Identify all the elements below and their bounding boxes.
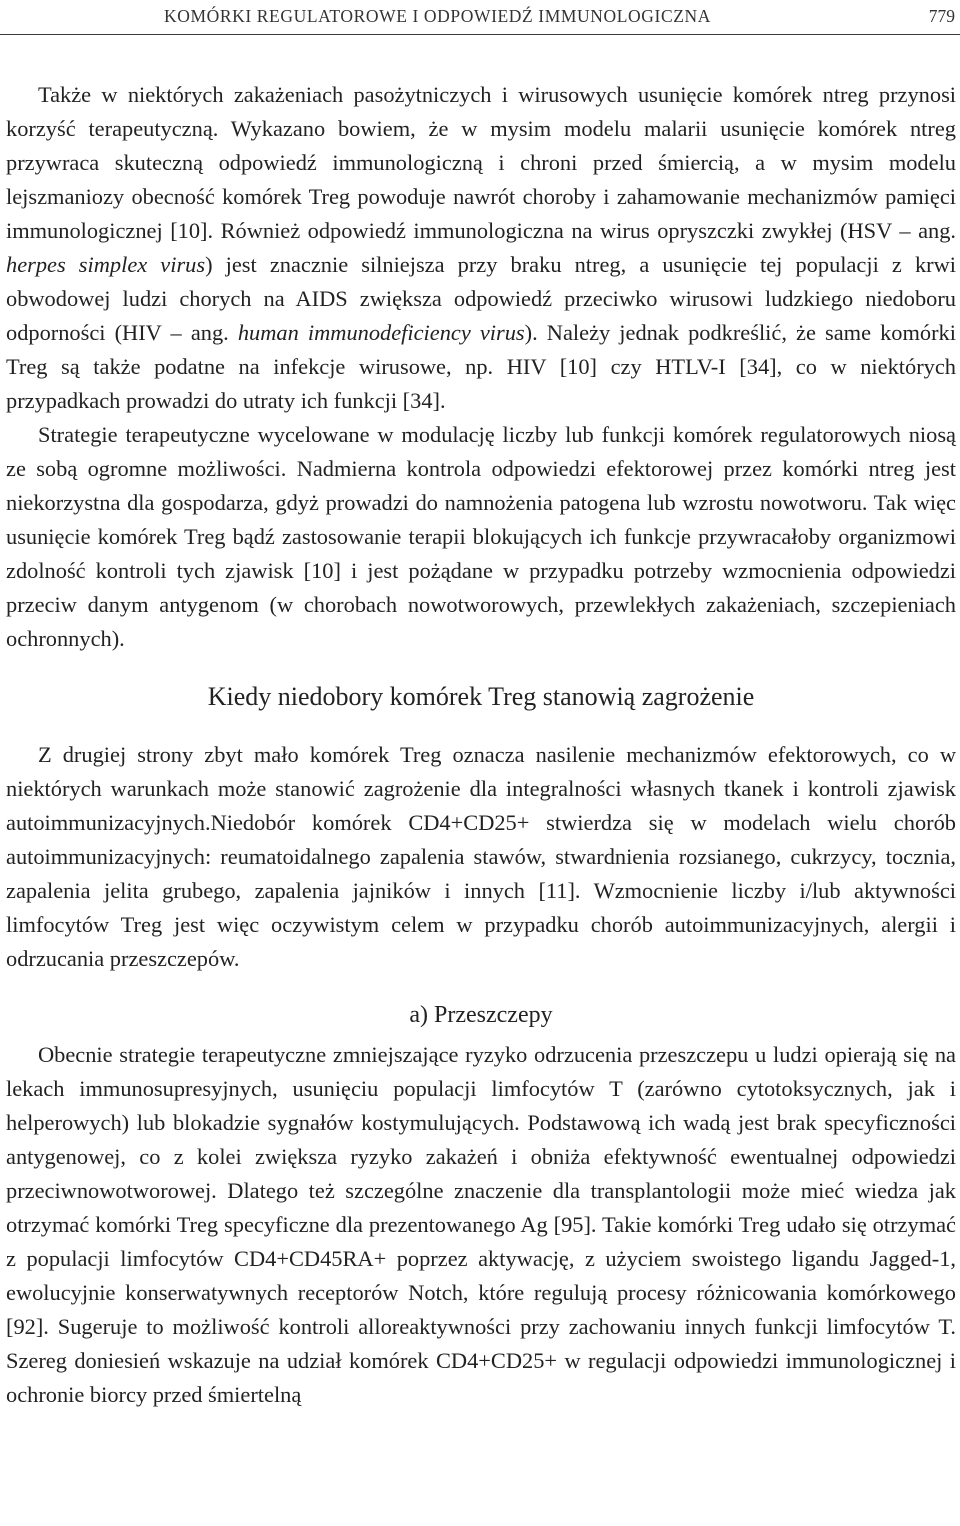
running-header: [0, 0, 960, 35]
paragraph-treg-deficiency: Z drugiej strony zbyt mało komórek Treg oznacza nasilenie mechanizmów efektorowych, co w niektórych warunkach może stanowić zagrożenie dla integralności własnych tkanek i kontroli zjawisk autoimmunizacyjnych.Niedobór komórek CD4+CD25+ stwierdza się w modelach wielu chorób autoimmunizacyjnych: reumatoidalnego zapalenia stawów, stwardnienia rozsianego, cukrzycy, tocznia, zapalenia jelita grubego, zapalenia jajników i innych [11]. Wzmocnienie liczby i/lub aktywności limfocytów Treg jest więc oczywistym celem w przypadku chorób autoimmunizacyjnych, alergii i odrzucania przeszczepów.: [6, 742, 956, 971]
paragraph-text: ). Należy jednak podkreślić, że same komórki Treg są także podatne na infekcje wirusowe, np. HIV [10] czy HTLV-I [34], co w niektórych przypadkach prowadzi do utraty ich funkcji [34].: [6, 320, 956, 413]
italic-term-hiv: human immunodeficiency virus: [237, 320, 525, 345]
italic-term-herpes: herpes simplex virus: [6, 252, 206, 277]
paragraph-text: ) jest znacznie silniejsza przy braku ntreg, a usunięcie tej populacji z krwi obwodowej ludzi chorych na AIDS zwiększa odpowiedź przeciwko wirusowi ludzkiego niedoboru odporności (HIV – ang.: [6, 252, 956, 345]
page-number: 779: [928, 6, 955, 26]
article-body: [6, 78, 956, 1412]
paragraph-therapeutic-strategies: Strategie terapeutyczne wycelowane w modulację liczby lub funkcji komórek regulatorowych niosą ze sobą ogromne możliwości. Nadmierna kontrola odpowiedzi efektorowej przez komórki ntreg jest niekorzystna dla gospodarza, gdyż prowadzi do namnożenia patogena lub wzrostu nowotworu. Tak więc usunięcie komórek Treg bądź zastosowanie terapii blokujących ich funkcje przywracałoby organizmowi zdolność kontroli tych zjawisk [10] i jest pożądane w przypadku potrzeby wzmocnienia odpowiedzi przeciw danym antygenom (w chorobach nowotworowych, przewlekłych zakażeniach, szczepieniach ochronnych).: [6, 422, 956, 651]
section-heading: Kiedy niedobory komórek Treg stanowią zagrożenie: [207, 682, 755, 711]
paragraph-text: Także w niektórych zakażeniach pasożytniczych i wirusowych usunięcie komórek ntreg przynosi korzyść terapeutyczną. Wykazano bowiem, że w mysim modelu malarii usunięcie komórek ntreg przywraca skuteczną odpowiedź immunologiczną i chroni przed śmiercią, a w mysim modelu lejszmaniozy obecność komórek Treg powoduje nawrót choroby i zahamowanie mechanizmów pamięci immunologicznej [10]. Również odpowiedź immunologiczna na wirus opryszczki zwykłej (HSV – ang.: [6, 82, 956, 243]
paragraph-transplants: Obecnie strategie terapeutyczne zmniejszające ryzyko odrzucenia przeszczepu u ludzi opierają się na lekach immunosupresyjnych, usunięciu populacji limfocytów T (zarówno cytotoksycznych, jak i helperowych) lub blokadzie sygnałów kostymulujących. Podstawową ich wadą jest brak specyficzności antygenowej, co z kolei zwiększa ryzyko zakażeń i obniża efektywność ewentualnej odpowiedzi przeciwnowotworowej. Dlatego też szczególne znaczenie dla transplantologii może mieć wiedza jak otrzymać komórki Treg specyficzne dla prezentowanego Ag [95]. Takie komórki Treg udało się otrzymać z populacji limfocytów CD4+CD45RA+ poprzez aktywację, z użyciem swoistego ligandu Jagged-1, ewolucyjnie konserwatywnych receptorów Notch, które regulują procesy różnicowania komórkowego [92]. Sugeruje to możliwość kontroli alloreaktywności przy zachowaniu innych funkcji limfocytów T. Szereg doniesień wskazuje na udział komórek CD4+CD25+ w regulacji odpowiedzi immunologicznej i ochronie biorcy przed śmiertelną: [6, 1042, 956, 1407]
paragraph-treg-depletion-infections: [6, 78, 956, 418]
running-title: KOMÓRKI REGULATOROWE I ODPOWIEDŹ IMMUNOLOGICZNA: [164, 6, 711, 26]
subsection-heading: a) Przeszczepy: [409, 1002, 553, 1028]
